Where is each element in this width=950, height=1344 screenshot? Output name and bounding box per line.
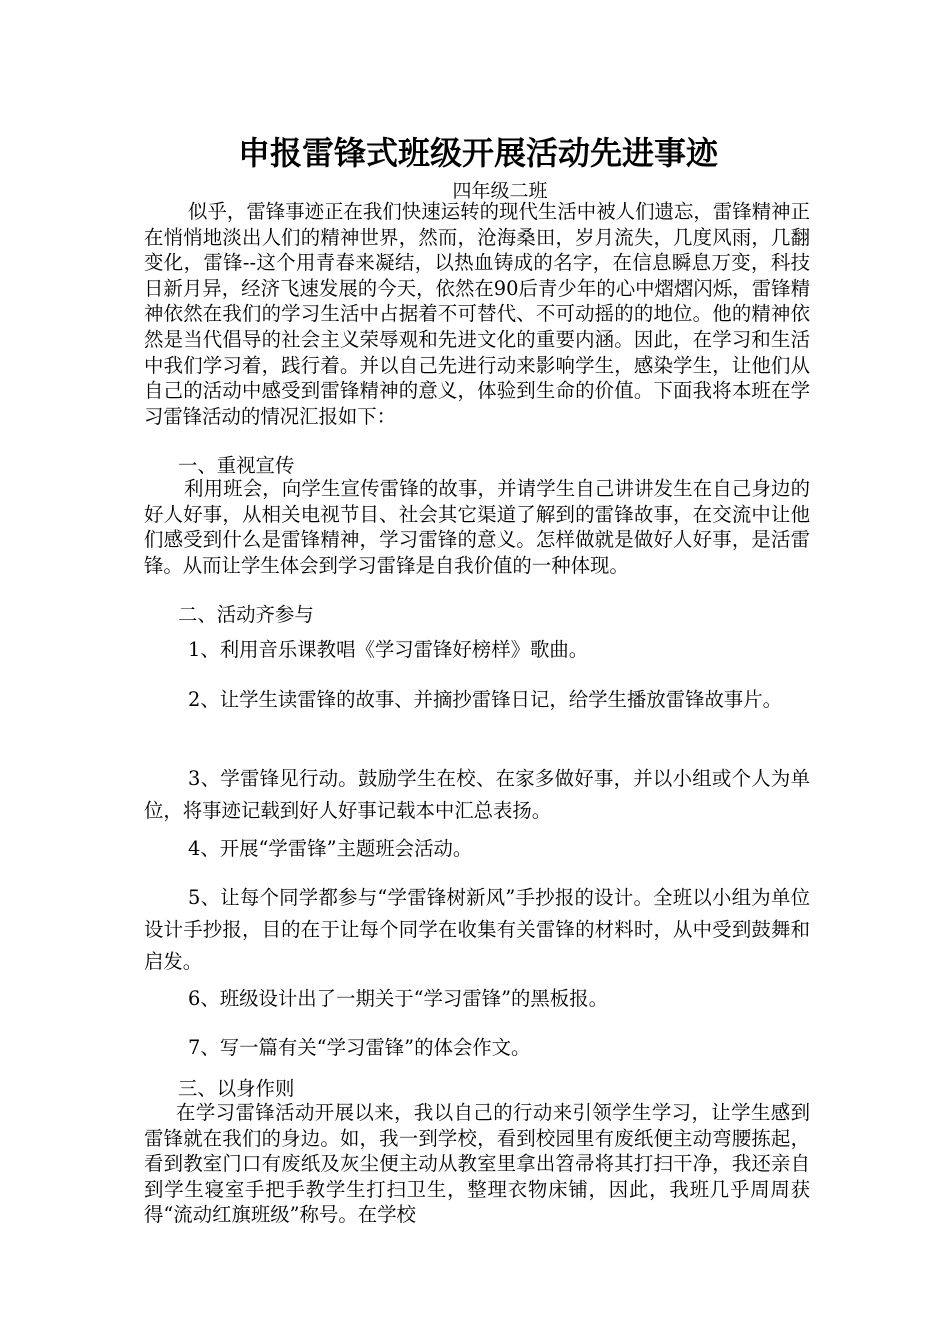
class-name: 四年级二班 (452, 180, 548, 202)
activity-item: 3、学雷锋见行动。鼓励学生在校、在家多做好事，并以小组或个人为单位，将事迹记载到好人好事记载本中汇总表扬。 (144, 767, 810, 822)
activity-item: 4、开展“学雷锋”主题班会活动。 (188, 837, 473, 860)
section-heading-publicity: 一、重视宣传 (178, 454, 295, 477)
activity-item: 7、写一篇有关“学习雷锋”的体会作文。 (188, 1036, 531, 1059)
activity-item: 6、班级设计出了一期关于“学习雷锋”的黑板报。 (188, 987, 608, 1010)
document-title: 申报雷锋式班级开展活动先进事迹 (237, 134, 718, 172)
section-heading-activities: 二、活动齐参与 (178, 603, 314, 626)
activity-item: 1、利用音乐课教唱《学习雷锋好榜样》歌曲。 (188, 638, 589, 661)
section-heading-example: 三、以身作则 (178, 1077, 295, 1100)
section-body-publicity: 利用班会，向学生宣传雷锋的故事，并请学生自己讲讲发生在自己身边的好人好事，从相关电视节目、社会其它渠道了解到的雷锋故事，在交流中让他们感受到什么是雷锋精神，学习雷锋的意义。怎样做就是做好人好事，是活雷锋。从而让学生体会到学习雷锋是自我价值的一种体现。 (144, 477, 810, 577)
activity-item: 2、让学生读雷锋的故事、并摘抄雷锋日记，给学生播放雷锋故事片。 (188, 688, 783, 711)
section-body-example: 在学习雷锋活动开展以来，我以自己的行动来引领学生学习，让学生感到雷锋就在我们的身边。如，我一到学校，看到校园里有废纸便主动弯腰拣起，看到教室门口有废纸及灰尘便主动从教室里拿出笤帚将其打扫干净，我还亲自到学生寝室手把手教学生打扫卫生，整理衣物床铺，因此，我班几乎周周获得“流动红旗班级”称号。在学校 (144, 1101, 810, 1227)
intro-paragraph: 似乎，雷锋事迹正在我们快速运转的现代生活中被人们遗忘，雷锋精神正在悄悄地淡出人们的精神世界，然而，沧海桑田，岁月流失，几度风雨，几翻变化，雷锋--这个用青春来凝结，以热血铸成的名字，在信息瞬息万变，科技日新月异，经济飞速发展的今天，依然在90后青少年的心中熠熠闪烁，雷锋精神依然在我们的学习生活中占据着不可替代、不可动摇的的地位。他的精神依然是当代倡导的社会主义荣辱观和先进文化的重要内涵。因此，在学习和生活中我们学习着，践行着。并以自己先进行动来影响学生，感染学生，让他们从自己的活动中感受到雷锋精神的意义，体验到生命的价值。下面我将本班在学习雷锋活动的情况汇报如下： (144, 200, 810, 428)
activity-item: 5、让每个同学都参与“学雷锋树新风”手抄报的设计。全班以小组为单位设计手抄报，目的在于让每个同学在收集有关雷锋的材料时，从中受到鼓舞和启发。 (144, 886, 810, 973)
